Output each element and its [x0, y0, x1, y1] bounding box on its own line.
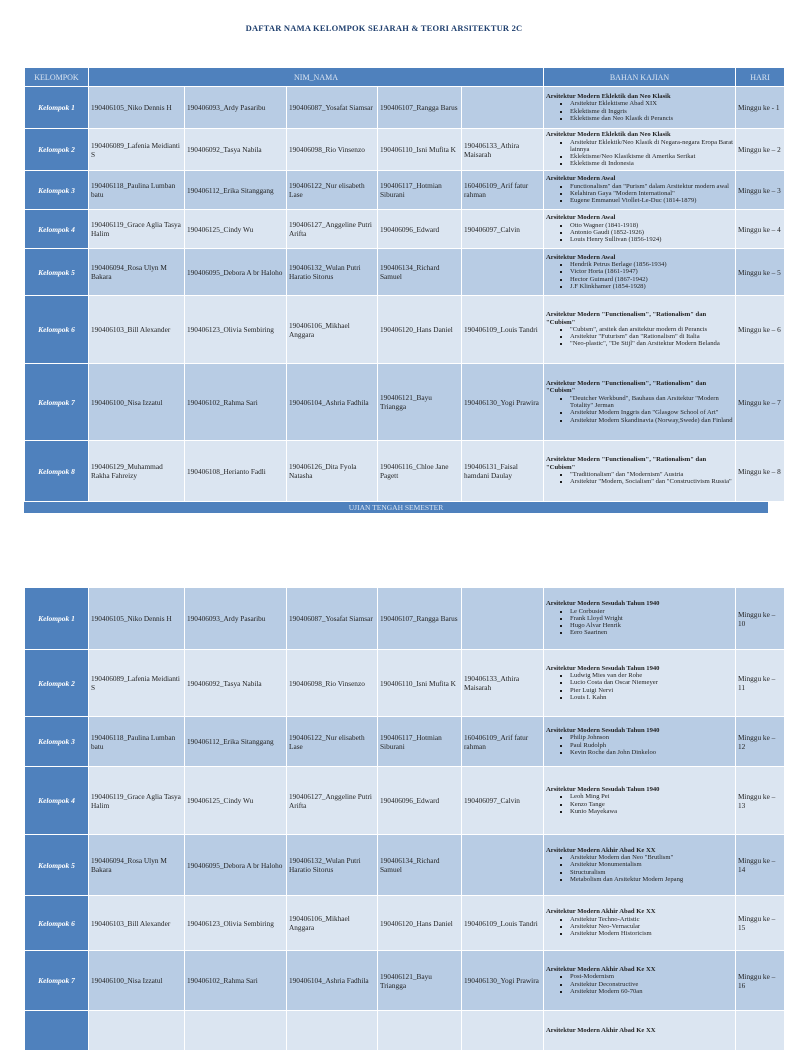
- topic-item: ▪ "Traditionalism" dan "Modernism" Austria: [570, 471, 733, 478]
- member-cell: 190406123_Olivia Sembiring: [185, 296, 287, 364]
- topic-title: Arsitektur Modern Awal: [546, 175, 616, 183]
- group-row: [25, 588, 785, 650]
- topic-list: [546, 793, 733, 815]
- member-cell: [287, 1011, 378, 1051]
- group-name: Kelompok 1: [25, 87, 89, 129]
- group-row: [25, 835, 785, 896]
- header-kelompok: KELOMPOK: [25, 68, 89, 87]
- member-cell: 190406093_Ardy Pasaribu: [185, 588, 287, 650]
- member-cell: 190406133_Athira Maisarah: [462, 650, 544, 717]
- group-name: [25, 1011, 89, 1051]
- group-name: Kelompok 2: [25, 129, 89, 171]
- group-row: [25, 1011, 785, 1051]
- topic-item: ▪ Hendrik Petrus Berlage (1856-1934): [570, 261, 733, 268]
- group-row: [25, 767, 785, 835]
- group-row: [25, 717, 785, 767]
- member-cell: 190406103_Bill Alexander: [89, 296, 185, 364]
- topic-item: ▪ Arsitektur Modern dan Neo "Brutlism": [570, 854, 733, 861]
- member-cell: [462, 835, 544, 896]
- topic-title: Arsitektur Modern Sesudah Tahun 1940: [546, 726, 660, 734]
- topic-list: [546, 100, 733, 122]
- member-cell: 190406125_Cindy Wu: [185, 767, 287, 835]
- topic-item: ▪ Kunio Mayekawa: [570, 808, 733, 815]
- topic-title: Arsitektur Modern Sesudah Tahun 1940: [546, 600, 660, 608]
- member-cell: 190406117_Hotmian Siburani: [378, 171, 462, 210]
- topic-item: ▪ Paul Rudolph: [570, 742, 733, 749]
- week-cell: Minggu ke – 13: [736, 767, 785, 835]
- topic-item: ▪ Arsitektur Monumentalism: [570, 861, 733, 868]
- member-cell: 190406130_Yogi Prawira: [462, 951, 544, 1011]
- week-cell: Minggu ke - 1: [736, 87, 785, 129]
- group-name: Kelompok 8: [25, 441, 89, 502]
- group-name: Kelompok 7: [25, 951, 89, 1011]
- header-row: [25, 68, 785, 87]
- member-cell: 190406103_Bill Alexander: [89, 896, 185, 951]
- member-cell: 190406092_Tasya Nabila: [185, 129, 287, 171]
- member-cell: 190406109_Louis Tandri: [462, 296, 544, 364]
- member-cell: 190406089_Lafenia Meidianti S: [89, 650, 185, 717]
- member-cell: 190406122_Nur elisabeth Lase: [287, 717, 378, 767]
- topic-list: [546, 261, 733, 290]
- topic-title: Arsitektur Modern "Functionalism", "Rationalism" dan "Cubism": [546, 311, 707, 326]
- week-cell: Minggu ke – 4: [736, 210, 785, 249]
- topic-item: ▪ Victor Horta (1861-1947): [570, 268, 733, 275]
- week-cell: Minggu ke – 10: [736, 588, 785, 650]
- group-name: Kelompok 2: [25, 650, 89, 717]
- bahan-kajian-cell: [544, 171, 736, 210]
- topic-item: ▪ Otto Wagner (1841-1918): [570, 222, 733, 229]
- topic-list: [546, 916, 733, 938]
- topic-item: ▪ Eero Saarinen: [570, 629, 733, 636]
- member-cell: 190406092_Tasya Nabila: [185, 650, 287, 717]
- member-cell: 190406120_Hans Daniel: [378, 896, 462, 951]
- topic-title: Arsitektur Modern Awal: [546, 214, 616, 222]
- topic-item: ▪ "Neo-plastic", "De Stijl" dan Arsitektur Modern Belanda: [570, 340, 733, 347]
- member-cell: 190406105_Niko Dennis H: [89, 87, 185, 129]
- topic-title: Arsitektur Modern Akhir Abad Ke XX: [546, 965, 656, 973]
- topic-list: [546, 183, 733, 205]
- member-cell: 190406116_Chloe Jane Pagett: [378, 441, 462, 502]
- member-cell: 190406131_Faisal hamdani Daulay: [462, 441, 544, 502]
- topic-title: Arsitektur Modern Eklektik dan Neo Klasik: [546, 92, 671, 100]
- member-cell: [378, 1011, 462, 1051]
- topic-item: ▪ Arsitektur Eklektisme Abad XIX: [570, 100, 733, 107]
- bahan-kajian-cell: [544, 87, 736, 129]
- member-cell: 190406096_Edward: [378, 210, 462, 249]
- topic-item: ▪ Philip Johnson: [570, 734, 733, 741]
- bahan-kajian-cell: [544, 296, 736, 364]
- topic-title: Arsitektur Modern "Functionalism", "Rationalism" dan "Cubism": [546, 380, 707, 395]
- bahan-kajian-cell: [544, 767, 736, 835]
- member-cell: 190406108_Herianto Fadli: [185, 441, 287, 502]
- member-cell: 190406127_Anggeline Putri Arifta: [287, 767, 378, 835]
- topic-item: ▪ Metabolism dan Arsitektur Modern Jepang: [570, 876, 733, 883]
- topic-item: ▪ Kevin Roche dan John Dinkeloo: [570, 749, 733, 756]
- bahan-kajian-cell: [544, 441, 736, 502]
- topic-item: ▪ Arsitektur Modern 60-70an: [570, 988, 733, 995]
- member-cell: [462, 1011, 544, 1051]
- topic-item: ▪ Arsitektur Modern Inggris dan "Glasgow School of Art": [570, 409, 733, 416]
- topic-item: ▪ Hector Guimard (1867-1942): [570, 276, 733, 283]
- member-cell: 190406132_Wulan Putri Haratio Sitorus: [287, 249, 378, 296]
- topic-item: ▪ Post-Modernism: [570, 973, 733, 980]
- bahan-kajian-cell: [544, 650, 736, 717]
- group-name: Kelompok 5: [25, 249, 89, 296]
- bahan-kajian-cell: [544, 364, 736, 441]
- member-cell: 190406125_Cindy Wu: [185, 210, 287, 249]
- topic-item: ▪ Eklektisme dan Neo Klasik di Perancis: [570, 115, 733, 122]
- member-cell: 190406129_Muhammad Rakha Fahreizy: [89, 441, 185, 502]
- topic-item: ▪ Louis I. Kahn: [570, 694, 733, 701]
- topic-item: ▪ Louis Henry Sullivan (1856-1924): [570, 236, 733, 243]
- member-cell: 190406109_Louis Tandri: [462, 896, 544, 951]
- member-cell: 190406112_Erika Sitanggang: [185, 717, 287, 767]
- member-cell: 160406109_Arif fatur rahman: [462, 717, 544, 767]
- member-cell: 190406098_Rio Vinsenzo: [287, 650, 378, 717]
- group-row: [25, 364, 785, 441]
- group-name: Kelompok 1: [25, 588, 89, 650]
- topic-list: [546, 471, 733, 486]
- member-cell: 190406093_Ardy Pasaribu: [185, 87, 287, 129]
- topic-item: ▪ Functionalism" dan "Purism" dalam Arsitektur modern awal: [570, 183, 733, 190]
- topic-list: [546, 734, 733, 756]
- member-cell: 190406107_Rangga Barus: [378, 87, 462, 129]
- week-cell: Minggu ke – 14: [736, 835, 785, 896]
- week-cell: Minggu ke – 6: [736, 296, 785, 364]
- topic-item: ▪ Eklektisme/Neo Klasikisme di Amerika Serikat: [570, 153, 733, 160]
- schedule-table-first-half: [24, 67, 781, 513]
- member-cell: 190406118_Paulina Lumban batu: [89, 717, 185, 767]
- bahan-kajian-cell: [544, 717, 736, 767]
- group-row: [25, 951, 785, 1011]
- bahan-kajian-cell: [544, 249, 736, 296]
- topic-item: ▪ "Cubism", arsitek dan arsitektur modern di Perancis: [570, 326, 733, 333]
- member-cell: 190406096_Edward: [378, 767, 462, 835]
- member-cell: 190406121_Bayu Triangga: [378, 951, 462, 1011]
- topic-item: ▪ Arsitektur Eklektik/Neo Klasik di Negara-negara Eropa Barat lainnya: [570, 139, 733, 154]
- topic-item: ▪ Arsitektur Neo-Vernacular: [570, 923, 733, 930]
- member-cell: 190406119_Grace Aglia Tasya Halim: [89, 767, 185, 835]
- member-cell: 190406110_Isni Mufita K: [378, 129, 462, 171]
- topic-item: ▪ Pier Luigi Nervi: [570, 687, 733, 694]
- member-cell: 190406087_Yosafat Siamsar: [287, 588, 378, 650]
- member-cell: 190406107_Rangga Barus: [378, 588, 462, 650]
- member-cell: 190406121_Bayu Triangga: [378, 364, 462, 441]
- member-cell: 160406109_Arif fatur rahman: [462, 171, 544, 210]
- topic-list: [546, 608, 733, 637]
- member-cell: 190406095_Debora A br Haloho: [185, 249, 287, 296]
- week-cell: [736, 1011, 785, 1051]
- group-name: Kelompok 5: [25, 835, 89, 896]
- bahan-kajian-cell: [544, 835, 736, 896]
- week-cell: Minggu ke – 2: [736, 129, 785, 171]
- topic-item: ▪ Le Corbusier: [570, 608, 733, 615]
- topic-title: Arsitektur Modern Eklektik dan Neo Klasik: [546, 131, 671, 139]
- topic-item: ▪ Lucio Costa dan Oscar Niemeyer: [570, 679, 733, 686]
- topic-title: Arsitektur Modern "Functionalism", "Rationalism" dan "Cubism": [546, 456, 707, 471]
- group-row: [25, 249, 785, 296]
- bahan-kajian-cell: [544, 210, 736, 249]
- schedule-table-second-half: [24, 587, 776, 1051]
- header-nim-nama: NIM_NAMA: [89, 68, 544, 87]
- member-cell: 190406098_Rio Vinsenzo: [287, 129, 378, 171]
- week-cell: Minggu ke – 11: [736, 650, 785, 717]
- member-cell: 190406102_Rahma Sari: [185, 364, 287, 441]
- topic-list: [546, 854, 733, 883]
- member-cell: 190406134_Richard Samuel: [378, 249, 462, 296]
- week-cell: Minggu ke – 3: [736, 171, 785, 210]
- topic-item: ▪ Arsitektur Modern Skandinavia (Norway,Swede) dan Finland: [570, 417, 733, 424]
- bahan-kajian-cell: [544, 1011, 736, 1051]
- week-cell: Minggu ke – 8: [736, 441, 785, 502]
- week-cell: Minggu ke – 7: [736, 364, 785, 441]
- topic-title: Arsitektur Modern Akhir Abad Ke XX: [546, 846, 656, 854]
- group-name: Kelompok 6: [25, 896, 89, 951]
- member-cell: 190406118_Paulina Lumban batu: [89, 171, 185, 210]
- topic-list: [546, 672, 733, 701]
- group-row: [25, 171, 785, 210]
- member-cell: 190406127_Anggeline Putri Arifta: [287, 210, 378, 249]
- group-row: [25, 896, 785, 951]
- topic-item: ▪ Eklektisme di Indonesia: [570, 160, 733, 167]
- member-cell: 190406094_Rosa Ulyn M Bakara: [89, 835, 185, 896]
- group-row: [25, 650, 785, 717]
- header-hari: HARI: [736, 68, 785, 87]
- topic-item: ▪ Arsitektur Techno-Artistic: [570, 916, 733, 923]
- bahan-kajian-cell: [544, 951, 736, 1011]
- group-name: Kelompok 4: [25, 210, 89, 249]
- member-cell: 190406123_Olivia Sembiring: [185, 896, 287, 951]
- member-cell: 190406100_Nisa Izzatul: [89, 951, 185, 1011]
- topic-item: ▪ Antonio Gaudi (1852-1926): [570, 229, 733, 236]
- topic-title: Arsitektur Modern Akhir Abad Ke XX: [546, 908, 656, 916]
- week-cell: Minggu ke – 5: [736, 249, 785, 296]
- member-cell: 190406097_Calvin: [462, 210, 544, 249]
- midterm-banner: UJIAN TENGAH SEMESTER: [24, 502, 768, 513]
- topic-list: [546, 326, 733, 348]
- member-cell: 190406106_Mikhael Anggara: [287, 896, 378, 951]
- member-cell: [462, 249, 544, 296]
- group-row: [25, 441, 785, 502]
- group-name: Kelompok 3: [25, 171, 89, 210]
- group-name: Kelompok 4: [25, 767, 89, 835]
- member-cell: 190406126_Dita Fyola Natasha: [287, 441, 378, 502]
- topic-title: Arsitektur Modern Sesudah Tahun 1940: [546, 664, 660, 672]
- topic-item: ▪ Kenzo Tange: [570, 801, 733, 808]
- week-cell: Minggu ke – 16: [736, 951, 785, 1011]
- member-cell: [185, 1011, 287, 1051]
- member-cell: 190406132_Wulan Putri Haratio Sitorus: [287, 835, 378, 896]
- topic-item: ▪ Hugo Alvar Henrik: [570, 622, 733, 629]
- topic-item: ▪ Arsitektur "Futurism" dan "Rationalism" di Italia: [570, 333, 733, 340]
- topic-item: ▪ Kelahiran Gaya "Modern International": [570, 190, 733, 197]
- member-cell: 190406122_Nur elisabeth Lase: [287, 171, 378, 210]
- member-cell: 190406110_Isni Mufita K: [378, 650, 462, 717]
- topic-item: ▪ Eklektisme di Inggris: [570, 108, 733, 115]
- group-row: [25, 210, 785, 249]
- topic-list: [546, 973, 733, 995]
- group-row: [25, 296, 785, 364]
- member-cell: 190406097_Calvin: [462, 767, 544, 835]
- topic-item: ▪ Leoh Ming Pei: [570, 793, 733, 800]
- member-cell: [89, 1011, 185, 1051]
- group-row: [25, 129, 785, 171]
- topic-item: ▪ J.F Klinkhamer (1854-1928): [570, 283, 733, 290]
- topic-item: ▪ Ludwig Mies van der Rohe: [570, 672, 733, 679]
- group-name: Kelompok 3: [25, 717, 89, 767]
- group-row: [25, 87, 785, 129]
- group-name: Kelompok 6: [25, 296, 89, 364]
- week-cell: Minggu ke – 12: [736, 717, 785, 767]
- member-cell: [462, 87, 544, 129]
- topic-item: ▪ Arsitektur Deconstructive: [570, 981, 733, 988]
- member-cell: 190406087_Yosafat Siamsar: [287, 87, 378, 129]
- page-title: DAFTAR NAMA KELOMPOK SEJARAH & TEORI ARSITEKTUR 2C: [245, 23, 523, 33]
- topic-item: ▪ Eugene Emmanuel Viollet-Le-Duc (1814-1879): [570, 197, 733, 204]
- member-cell: 190406095_Debora A br Haloho: [185, 835, 287, 896]
- topic-item: ▪ Arsitektur Modern Historicism: [570, 930, 733, 937]
- member-cell: 190406134_Richard Samuel: [378, 835, 462, 896]
- group-name: Kelompok 7: [25, 364, 89, 441]
- member-cell: 190406120_Hans Daniel: [378, 296, 462, 364]
- week-cell: Minggu ke – 15: [736, 896, 785, 951]
- member-cell: 190406133_Athira Maisarah: [462, 129, 544, 171]
- header-bahan-kajian: BAHAN KAJIAN: [544, 68, 736, 87]
- member-cell: 190406119_Grace Aglia Tasya Halim: [89, 210, 185, 249]
- topic-item: ▪ Frank Lloyd Wright: [570, 615, 733, 622]
- member-cell: 190406117_Hotmian Siburani: [378, 717, 462, 767]
- bahan-kajian-cell: [544, 588, 736, 650]
- topic-list: [546, 222, 733, 244]
- topic-item: ▪ Structuralism: [570, 869, 733, 876]
- member-cell: 190406106_Mikhael Anggara: [287, 296, 378, 364]
- member-cell: 190406130_Yogi Prawira: [462, 364, 544, 441]
- member-cell: 190406105_Niko Dennis H: [89, 588, 185, 650]
- topic-title: Arsitektur Modern Awal: [546, 253, 616, 261]
- topic-title: Arsitektur Modern Akhir Abad Ke XX: [546, 1026, 656, 1034]
- topic-title: Arsitektur Modern Sesudah Tahun 1940: [546, 785, 660, 793]
- topic-list: [546, 395, 733, 424]
- member-cell: [462, 588, 544, 650]
- member-cell: 190406102_Rahma Sari: [185, 951, 287, 1011]
- member-cell: 190406104_Ashria Fadhila: [287, 951, 378, 1011]
- bahan-kajian-cell: [544, 129, 736, 171]
- member-cell: 190406089_Lafenia Meidianti S: [89, 129, 185, 171]
- member-cell: 190406104_Ashria Fadhila: [287, 364, 378, 441]
- topic-list: [546, 139, 733, 168]
- member-cell: 190406094_Rosa Ulyn M Bakara: [89, 249, 185, 296]
- topic-item: ▪ "Deutcher Werkbund", Bauhaus dan Arsitektur "Modern Totality" Jerman: [570, 395, 733, 410]
- member-cell: 190406112_Erika Sitanggang: [185, 171, 287, 210]
- bahan-kajian-cell: [544, 896, 736, 951]
- topic-item: ▪ Arsitektur "Modern, Socialism" dan "Constructivism Russia": [570, 478, 733, 485]
- member-cell: 190406100_Nisa Izzatul: [89, 364, 185, 441]
